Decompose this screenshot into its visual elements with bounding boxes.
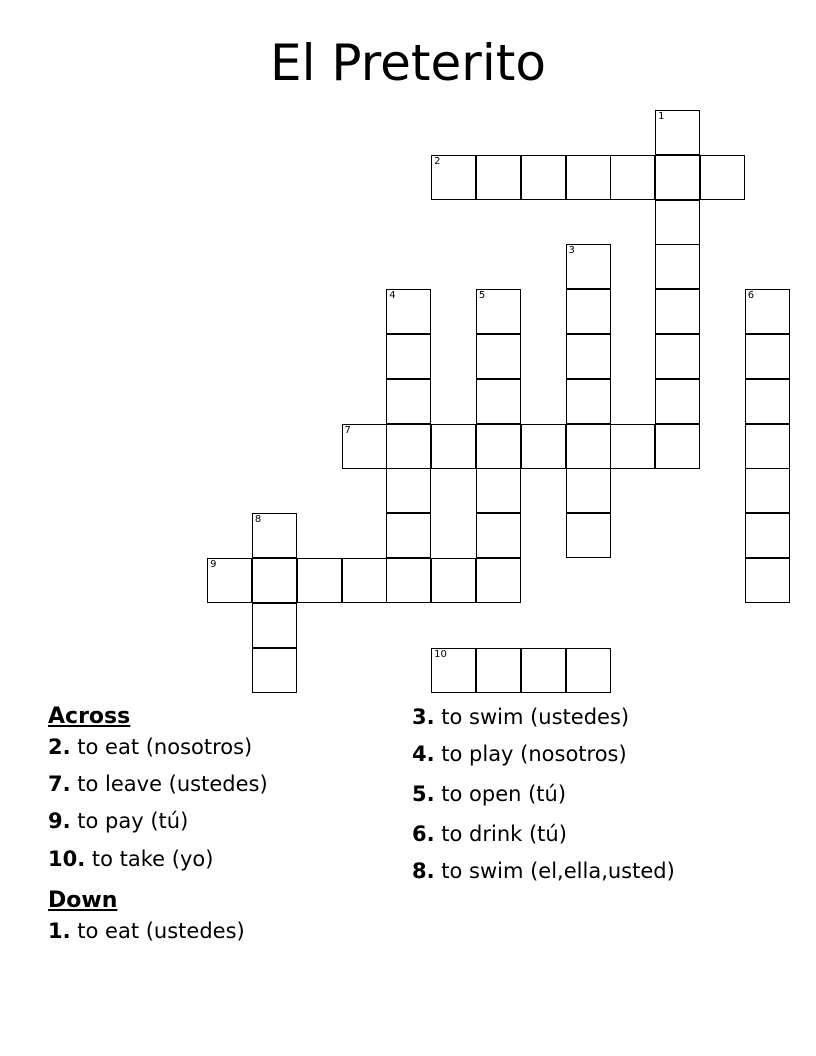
clue-number: 7.	[48, 772, 71, 796]
crossword-cell[interactable]	[342, 424, 387, 469]
crossword-cell[interactable]	[745, 334, 790, 379]
crossword-cell[interactable]	[521, 155, 566, 200]
crossword-cell[interactable]	[566, 289, 611, 334]
crossword-cell[interactable]	[521, 424, 566, 469]
crossword-cell[interactable]	[566, 424, 611, 469]
crossword-cell[interactable]	[655, 155, 700, 200]
clue-down-5	[412, 782, 675, 822]
clue-number-label: 8	[254, 514, 262, 526]
crossword-cell[interactable]	[386, 289, 431, 334]
crossword-cell[interactable]	[745, 558, 790, 603]
crossword-cell[interactable]	[566, 513, 611, 558]
crossword-cell[interactable]	[745, 468, 790, 513]
clue-down-6	[412, 822, 675, 859]
crossword-cell[interactable]	[566, 379, 611, 424]
crossword-cell[interactable]	[476, 513, 521, 558]
crossword-cell[interactable]	[476, 155, 521, 200]
crossword-cell[interactable]	[566, 155, 611, 200]
crossword-cell[interactable]	[431, 424, 476, 469]
clue-number: 3.	[412, 705, 435, 729]
clue-number: 10.	[48, 847, 86, 871]
clue-down-1	[48, 919, 268, 943]
clue-number: 2.	[48, 735, 71, 759]
crossword-cell[interactable]	[566, 468, 611, 513]
across-heading: Across	[48, 704, 131, 729]
clue-number-label: 2	[434, 155, 441, 167]
clue-text: to pay (tú)	[70, 809, 189, 833]
clue-number-label: 5	[478, 290, 486, 302]
crossword-cell[interactable]	[745, 513, 790, 558]
clue-down-3	[412, 705, 675, 742]
crossword-cell[interactable]	[610, 424, 655, 469]
clue-text: to eat (nosotros)	[70, 735, 253, 759]
crossword-cell[interactable]	[431, 558, 476, 603]
crossword-cell[interactable]	[386, 424, 431, 469]
clue-number: 4.	[412, 742, 435, 766]
crossword-cell[interactable]	[386, 379, 431, 424]
clue-number: 5.	[412, 782, 435, 806]
crossword-cell[interactable]	[386, 334, 431, 379]
crossword-cell[interactable]	[342, 558, 387, 603]
clue-text: to play (nosotros)	[434, 742, 627, 766]
crossword-cell[interactable]	[476, 468, 521, 513]
clue-down-8	[412, 859, 675, 883]
clue-text: to leave (ustedes)	[70, 772, 268, 796]
crossword-cell[interactable]	[476, 334, 521, 379]
crossword-cell[interactable]	[297, 558, 342, 603]
crossword-cell[interactable]	[610, 155, 655, 200]
clue-number-label: 1	[658, 111, 665, 122]
crossword-cell[interactable]	[252, 513, 297, 558]
clue-number-label: 7	[344, 424, 351, 436]
clue-down-4	[412, 742, 675, 782]
clue-across-9	[48, 809, 268, 847]
clue-number: 1.	[48, 919, 71, 943]
clue-number: 6.	[412, 822, 435, 846]
crossword-cell[interactable]	[566, 244, 611, 289]
crossword-cell[interactable]	[655, 244, 700, 289]
clue-text: to swim (el,ella,usted)	[434, 859, 675, 883]
crossword-cell[interactable]	[252, 603, 297, 648]
crossword-cell[interactable]	[745, 289, 790, 334]
clue-text: to drink (tú)	[434, 822, 567, 846]
crossword-cell[interactable]	[252, 648, 297, 693]
clue-number: 9.	[48, 809, 71, 833]
clues-column-left	[48, 705, 268, 943]
clues-column-right	[412, 705, 675, 883]
clue-number-label: 4	[389, 290, 396, 302]
crossword-cell[interactable]	[386, 513, 431, 558]
crossword-cell[interactable]	[745, 379, 790, 424]
clue-text: to take (yo)	[85, 847, 214, 871]
crossword-cell[interactable]	[476, 648, 521, 693]
clue-across-7	[48, 772, 268, 809]
clue-number: 8.	[412, 859, 435, 883]
crossword-cell[interactable]	[655, 334, 700, 379]
crossword-cell[interactable]	[476, 424, 521, 469]
crossword-cell[interactable]	[655, 379, 700, 424]
clue-number-label: 9	[210, 559, 217, 570]
clue-number-label: 3	[568, 245, 575, 257]
crossword-cell[interactable]	[431, 648, 476, 693]
crossword-cell[interactable]	[655, 424, 700, 469]
crossword-cell[interactable]	[476, 289, 521, 334]
crossword-cell[interactable]	[207, 558, 252, 603]
page-title: El Preterito	[270, 34, 546, 92]
crossword-cell[interactable]	[386, 558, 431, 603]
crossword-cell[interactable]	[655, 200, 700, 245]
crossword-cell[interactable]	[745, 424, 790, 469]
down-heading: Down	[48, 888, 118, 913]
crossword-cell[interactable]	[386, 468, 431, 513]
clue-number-label: 10	[434, 648, 447, 660]
clue-across-10	[48, 847, 268, 885]
crossword-cell[interactable]	[431, 155, 476, 200]
clue-number-label: 6	[747, 290, 755, 302]
clue-text: to open (tú)	[434, 782, 567, 806]
crossword-cell[interactable]	[655, 289, 700, 334]
crossword-cell[interactable]	[566, 334, 611, 379]
crossword-cell[interactable]	[655, 110, 700, 155]
clue-across-2	[48, 735, 268, 772]
crossword-cell[interactable]	[476, 379, 521, 424]
clue-text: to eat (ustedes)	[70, 919, 245, 943]
crossword-cell[interactable]	[566, 648, 611, 693]
crossword-cell[interactable]	[700, 155, 745, 200]
crossword-cell[interactable]	[252, 558, 297, 603]
crossword-cell[interactable]	[521, 648, 566, 693]
crossword-cell[interactable]	[476, 558, 521, 603]
clue-text: to swim (ustedes)	[434, 705, 630, 729]
